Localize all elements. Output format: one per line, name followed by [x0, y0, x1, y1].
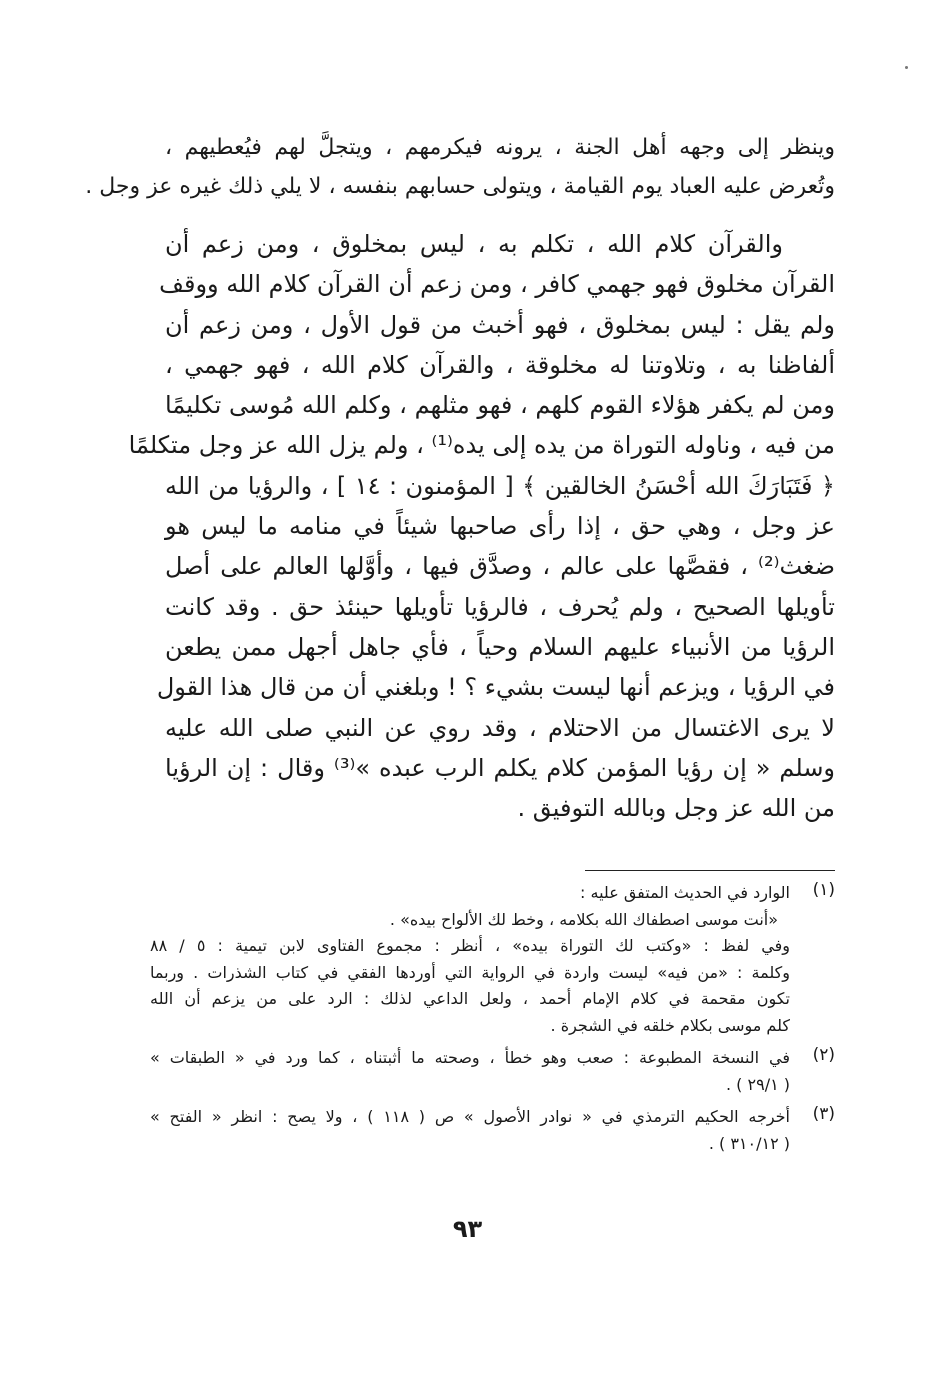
footnote-number: (١) — [812, 880, 835, 900]
main-line: ولم يقل : ليس بمخلوق ، فهو أخبث من قول الأول ، ومن زعم أن — [165, 310, 835, 339]
footnote-number: (٣) — [812, 1104, 835, 1124]
main-line: من الله عز وجل وبالله التوفيق . — [517, 794, 835, 823]
footnote-3 — [150, 1104, 835, 1157]
main-line: ضغث⁽²⁾ ، فقصَّها على عالم ، وصدَّق فيها ، وأوَّلها العالم على أصل — [165, 552, 835, 581]
footnotes — [150, 880, 835, 1157]
footnote-line: الوارد في الحديث المتفق عليه : — [580, 883, 790, 902]
main-line: في الرؤيا ، ويزعم أنها ليست بشيء ؟ ! وبلغني أن من قال هذا القول — [156, 673, 835, 702]
footnote-line: تكون مقحمة في كلام الإمام أحمد ، ولعل الداعي لذلك : الرد على من يزعم أن الله — [150, 989, 790, 1008]
footnote-line: وفي لفظ : «وكتب لك التوراة بيده» ، أنظر : مجموع الفتاوى لابن تيمية : ٥ / ٨٨ — [150, 936, 791, 955]
main-line: لا يرى الاغتسال من الاحتلام ، وقد روي عن النبي صلى الله عليه — [165, 713, 835, 742]
main-line: وسلم « إن رؤيا المؤمن كلام يكلم الرب عبده »⁽³⁾ وقال : إن الرؤيا — [165, 753, 836, 782]
footnote-divider — [585, 870, 835, 871]
main-line: من فيه ، وناوله التوراة من يده إلى يده⁽¹⁾ ، ولم يزل الله عز وجل متكلمًا — [128, 431, 835, 460]
scan-speck — [905, 66, 908, 69]
footnote-number: (٢) — [812, 1045, 835, 1065]
footnote-2 — [150, 1045, 835, 1098]
main-line: ومن لم يكفر هؤلاء القوم كلهم ، فهو مثلهم ، وكلم الله مُوسى تكليمًا — [165, 391, 835, 420]
footnote-line: كلم موسى بكلام خلقه في الشجرة . — [550, 1015, 790, 1035]
main-line: عز وجل ، وهي حق ، إذا رأى صاحبها شيئاً في منامه ما ليس هو — [165, 512, 835, 541]
footnote-line: أخرجه الحكيم الترمذي في « نوادر الأصول » ص ( ١١٨ ) ، ولا يصح : انظر « الفتح » — [150, 1107, 791, 1126]
footnote-line: وكلمة : «من فيه» ليست واردة في الرواية التي أوردها الفقي في كتاب الشذرات . وربما — [150, 962, 790, 982]
main-paragraph — [128, 224, 836, 828]
main-line: القرآن مخلوق فهو جهمي كافر ، ومن زعم أن القرآن كلام الله ووقف — [159, 270, 835, 299]
footnote-1 — [150, 880, 835, 1039]
main-line: تأويلها الصحيح ، ولم يُحرف ، فالرؤيا تأويلها حينئذ حق . وقد كانت — [165, 592, 835, 621]
page-number: ٩٣ — [452, 1215, 483, 1243]
main-line: ﴿ فَتَبَارَكَ الله أحْسَنُ الخالقين ﴾ [ المؤمنون : ١٤ ] ، والرؤيا من الله — [165, 471, 835, 500]
main-line: والقرآن كلام الله ، تكلم به ، ليس بمخلوق ، ومن زعم أن — [165, 230, 783, 258]
footnote-line: «أنت موسى اصطفاك الله بكلامه ، وخط لك الألواح بيده» . — [389, 909, 778, 929]
main-line: الرؤيا من الأنبياء عليهم السلام وحياً ، فأي جاهل أجهل ممن يطعن — [165, 632, 835, 661]
footnote-line: ( ٣١٠/١٢ ) . — [708, 1133, 790, 1153]
footnote-line: ( ٢٩/١ ) . — [726, 1074, 790, 1094]
footnote-line: في النسخة المطبوعة : صعب وهو خطأ ، وصحته ما أثبتناه ، كما ورد في « الطبقات » — [150, 1048, 790, 1067]
intro-paragraph — [85, 128, 835, 206]
intro-line: وتُعرض عليه العباد يوم القيامة ، ويتولى حسابهم بنفسه ، لا يلي ذلك غيره عز وجل . — [85, 174, 835, 199]
main-line: ألفاظنا به ، وتلاوتنا له مخلوقة ، والقرآن كلام الله ، فهو جهمي ، — [165, 350, 835, 379]
intro-line: وينظر إلى وجهه أهل الجنة ، يرونه فيكرمهم ، ويتجلَّ لهم فيُعطيهم ، — [165, 135, 835, 160]
